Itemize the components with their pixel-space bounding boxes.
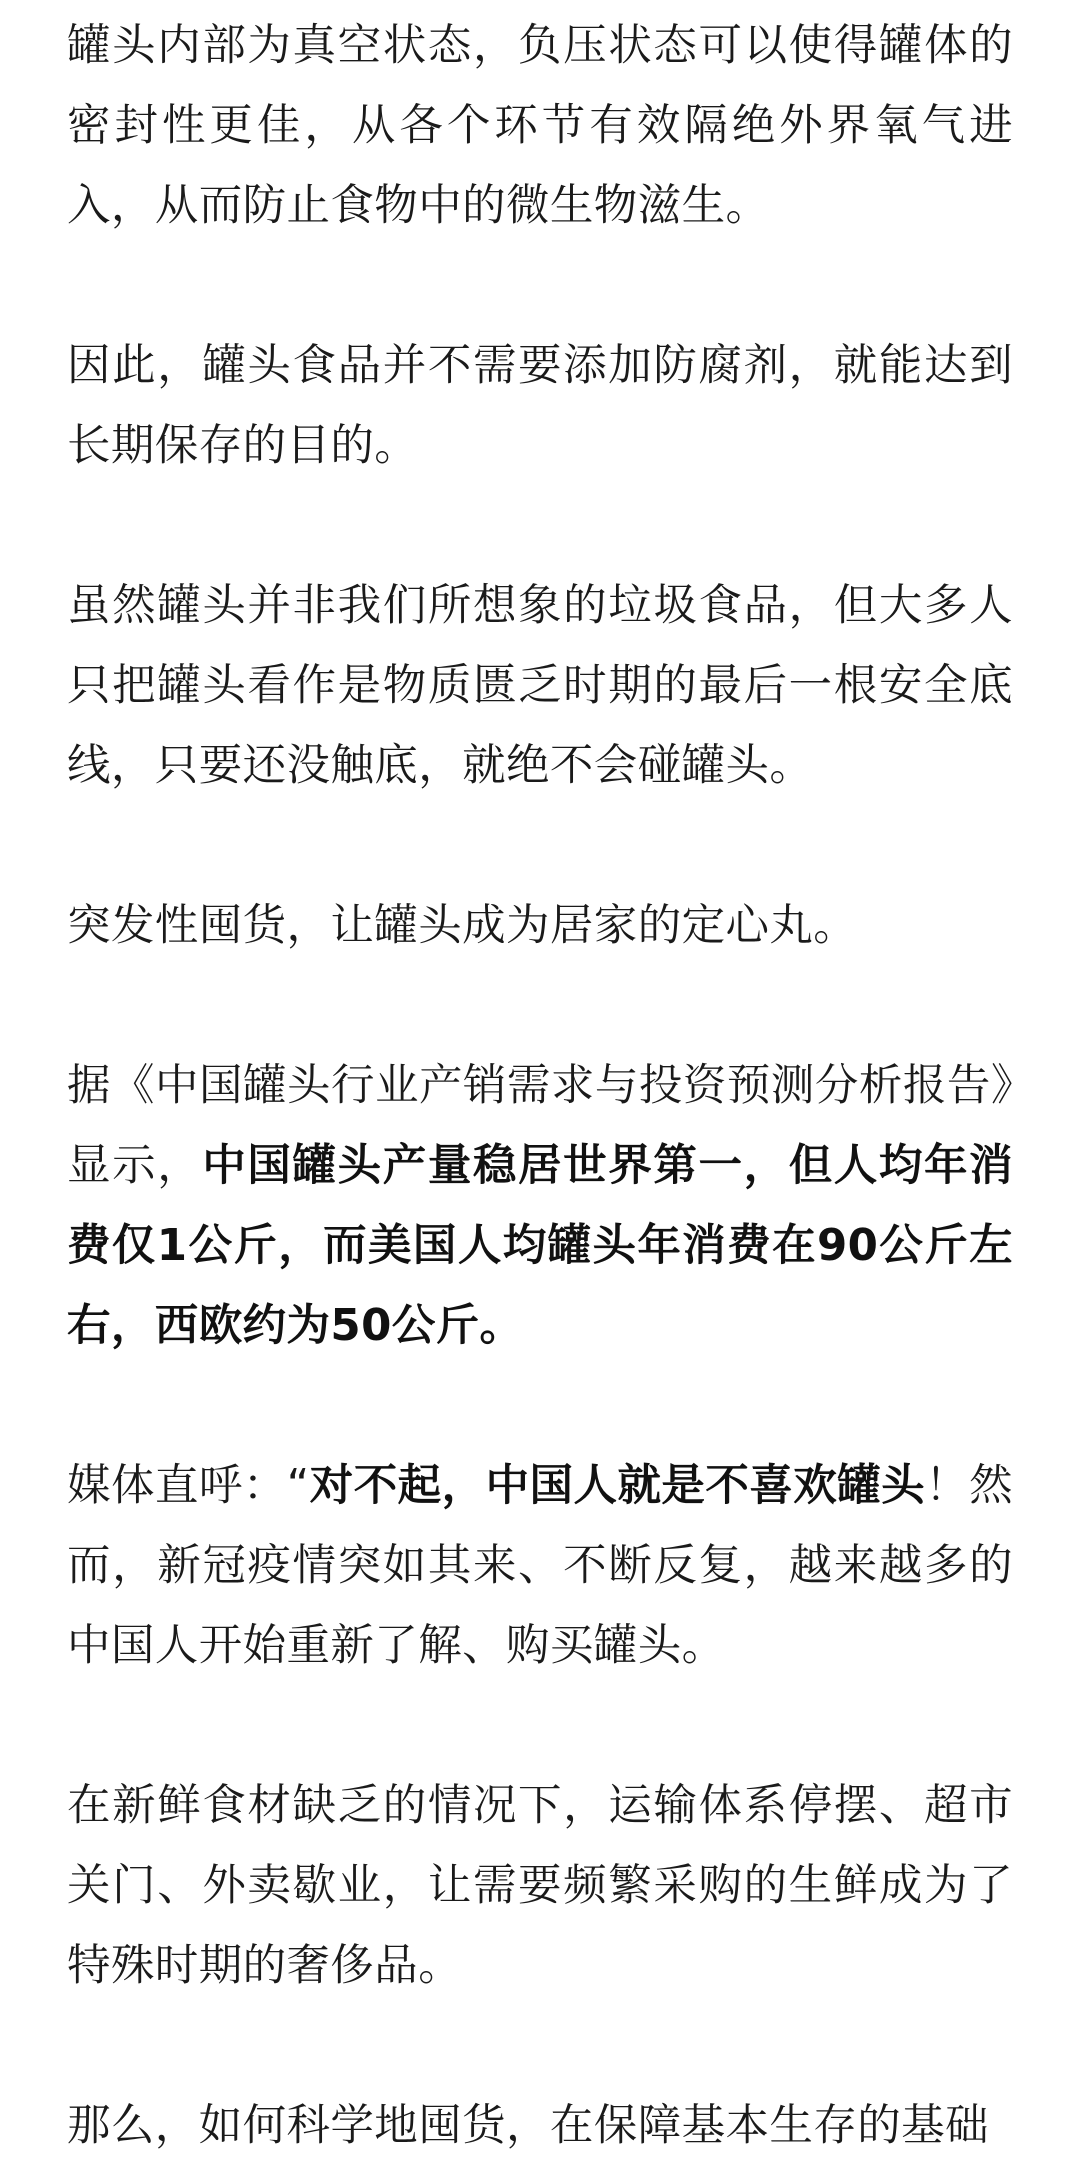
paragraph-how-to-stockpile: 那么，如何科学地囤货，在保障基本生存的基础 <box>67 2101 989 2151</box>
quote-tail-text: ！然而，新冠疫情突如其来、不断反复，越来越多的中国人开始重新了解、购买罐头。 <box>67 1461 1013 1671</box>
article-body <box>67 0 1013 2166</box>
paragraph-vacuum-seal: 罐头内部为真空状态，负压状态可以使得罐体的密封性更佳，从各个环节有效隔绝外界氧气进入，从而防止食物中的微生物滋生。 <box>67 21 1013 231</box>
paragraph-no-preservatives: 因此，罐头食品并不需要添加防腐剂，就能达到长期保存的目的。 <box>67 341 1013 471</box>
quote-lead-text: 媒体直呼：“ <box>67 1461 310 1511</box>
paragraph-media-quote <box>67 1446 1013 1686</box>
paragraph-not-junk-food: 虽然罐头并非我们所想象的垃圾食品，但大多人只把罐头看作是物质匮乏时期的最后一根安全底线，只要还没触底，就绝不会碰罐头。 <box>67 581 1013 791</box>
paragraph-fresh-food-shortage: 在新鲜食材缺乏的情况下，运输体系停摆、超市关门、外卖歇业，让需要频繁采购的生鲜成为了特殊时期的奢侈品。 <box>67 1781 1013 1991</box>
paragraph-stockpiling: 突发性囤货，让罐头成为居家的定心丸。 <box>67 901 858 951</box>
report-lead-text: 据《中国罐头行业产销需求与投资预测分析报告》显示， <box>67 1061 1013 1191</box>
paragraph-industry-report <box>67 1046 1013 1366</box>
quote-highlight-text: 对不起，中国人就是不喜欢罐头 <box>309 1461 926 1511</box>
report-highlight-text: 中国罐头产量稳居世界第一，但人均年消费仅1公斤，而美国人均罐头年消费在90公斤左右，西欧约为50公斤。 <box>67 1141 1014 1351</box>
